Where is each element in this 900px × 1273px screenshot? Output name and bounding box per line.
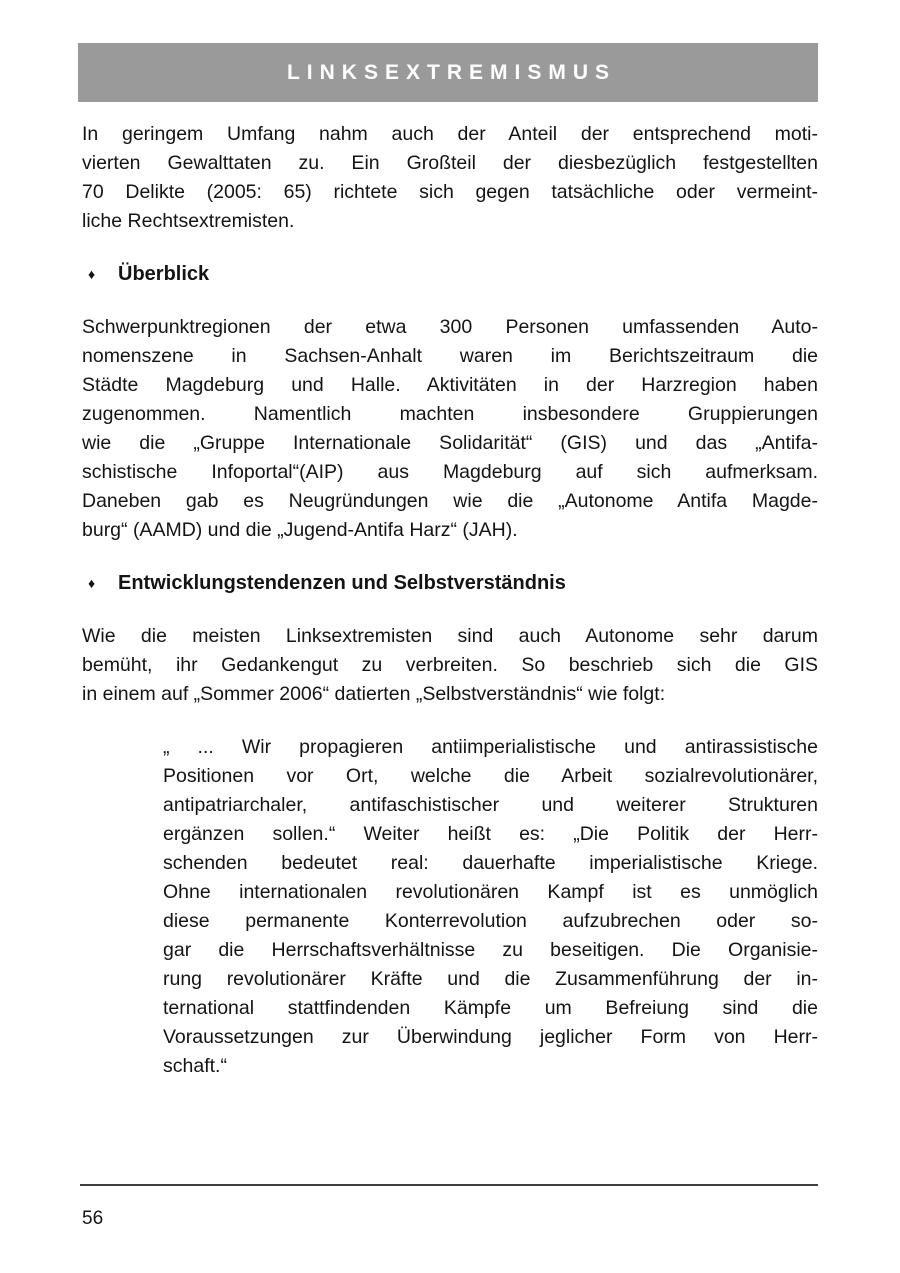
text-line: ergänzen sollen.“ Weiter heißt es: „Die Politik der Herr-: [163, 823, 818, 845]
chapter-header-bar: [78, 43, 818, 102]
footer-divider: [80, 1184, 818, 1186]
text-line: Wie die meisten Linksextremisten sind auch Autonome sehr darum: [82, 625, 818, 647]
text-line: liche Rechtsextremisten.: [82, 210, 295, 232]
text-line: Voraussetzungen zur Überwindung jeglicher Form von Herr-: [163, 1026, 818, 1048]
text-line: bemüht, ihr Gedankengut zu verbreiten. So beschrieb sich die GIS: [82, 654, 818, 676]
section-heading-label: Entwicklungstendenzen und Selbstverständnis: [118, 572, 566, 594]
text-line: nomenszene in Sachsen-Anhalt waren im Berichtszeitraum die: [82, 345, 818, 367]
chapter-title: LINKSEXTREMISMUS: [286, 60, 616, 84]
block-quote: [163, 733, 818, 1081]
body-paragraph: [82, 622, 818, 709]
text-line: 70 Delikte (2005: 65) richtete sich gegen tatsächliche oder vermeint-: [82, 181, 818, 203]
text-line: schenden bedeutet real: dauerhafte imperialistische Kriege.: [163, 852, 818, 874]
text-line: Ohne internationalen revolutionären Kampf ist es unmöglich: [163, 881, 818, 903]
text-line: antipatriarchaler, antifaschistischer und weiterer Strukturen: [163, 794, 818, 816]
text-line: Daneben gab es Neugründungen wie die „Autonome Antifa Magde-: [82, 490, 818, 512]
text-line: Positionen vor Ort, welche die Arbeit sozialrevolutionärer,: [163, 765, 818, 787]
text-line: diese permanente Konterrevolution aufzubrechen oder so-: [163, 910, 818, 932]
text-line: „ ... Wir propagieren antiimperialistische und antirassistische: [163, 736, 818, 758]
section-heading: [82, 569, 818, 598]
page-number: 56: [82, 1208, 104, 1229]
text-line: gar die Herrschaftsverhältnisse zu beseitigen. Die Organisie-: [163, 939, 818, 961]
document-content: [82, 120, 818, 1081]
diamond-bullet-icon: ♦: [88, 575, 96, 591]
section-heading-label: Überblick: [118, 263, 210, 285]
text-line: rung revolutionärer Kräfte und die Zusammenführung der in-: [163, 968, 818, 990]
text-line: zugenommen. Namentlich machten insbesondere Gruppierungen: [82, 403, 818, 425]
text-line: schaft.“: [163, 1055, 227, 1077]
text-line: in einem auf „Sommer 2006“ datierten „Selbstverständnis“ wie folgt:: [82, 683, 666, 705]
text-line: Städte Magdeburg und Halle. Aktivitäten in der Harzregion haben: [82, 374, 818, 396]
text-line: schistische Infoportal“(AIP) aus Magdeburg auf sich aufmerksam.: [82, 461, 818, 483]
text-line: ternational stattfindenden Kämpfe um Befreiung sind die: [163, 997, 818, 1019]
text-line: Schwerpunktregionen der etwa 300 Personen umfassenden Auto-: [82, 316, 818, 338]
diamond-bullet-icon: ♦: [88, 266, 96, 282]
body-paragraph: [82, 313, 818, 545]
text-line: burg“ (AAMD) und die „Jugend-Antifa Harz“ (JAH).: [82, 519, 518, 541]
text-line: vierten Gewalttaten zu. Ein Großteil der diesbezüglich festgestellten: [82, 152, 818, 174]
text-line: wie die „Gruppe Internationale Solidarität“ (GIS) und das „Antifa-: [82, 432, 818, 454]
body-paragraph: [82, 120, 818, 236]
section-heading: [82, 260, 818, 289]
text-line: In geringem Umfang nahm auch der Anteil der entsprechend moti-: [82, 123, 818, 145]
